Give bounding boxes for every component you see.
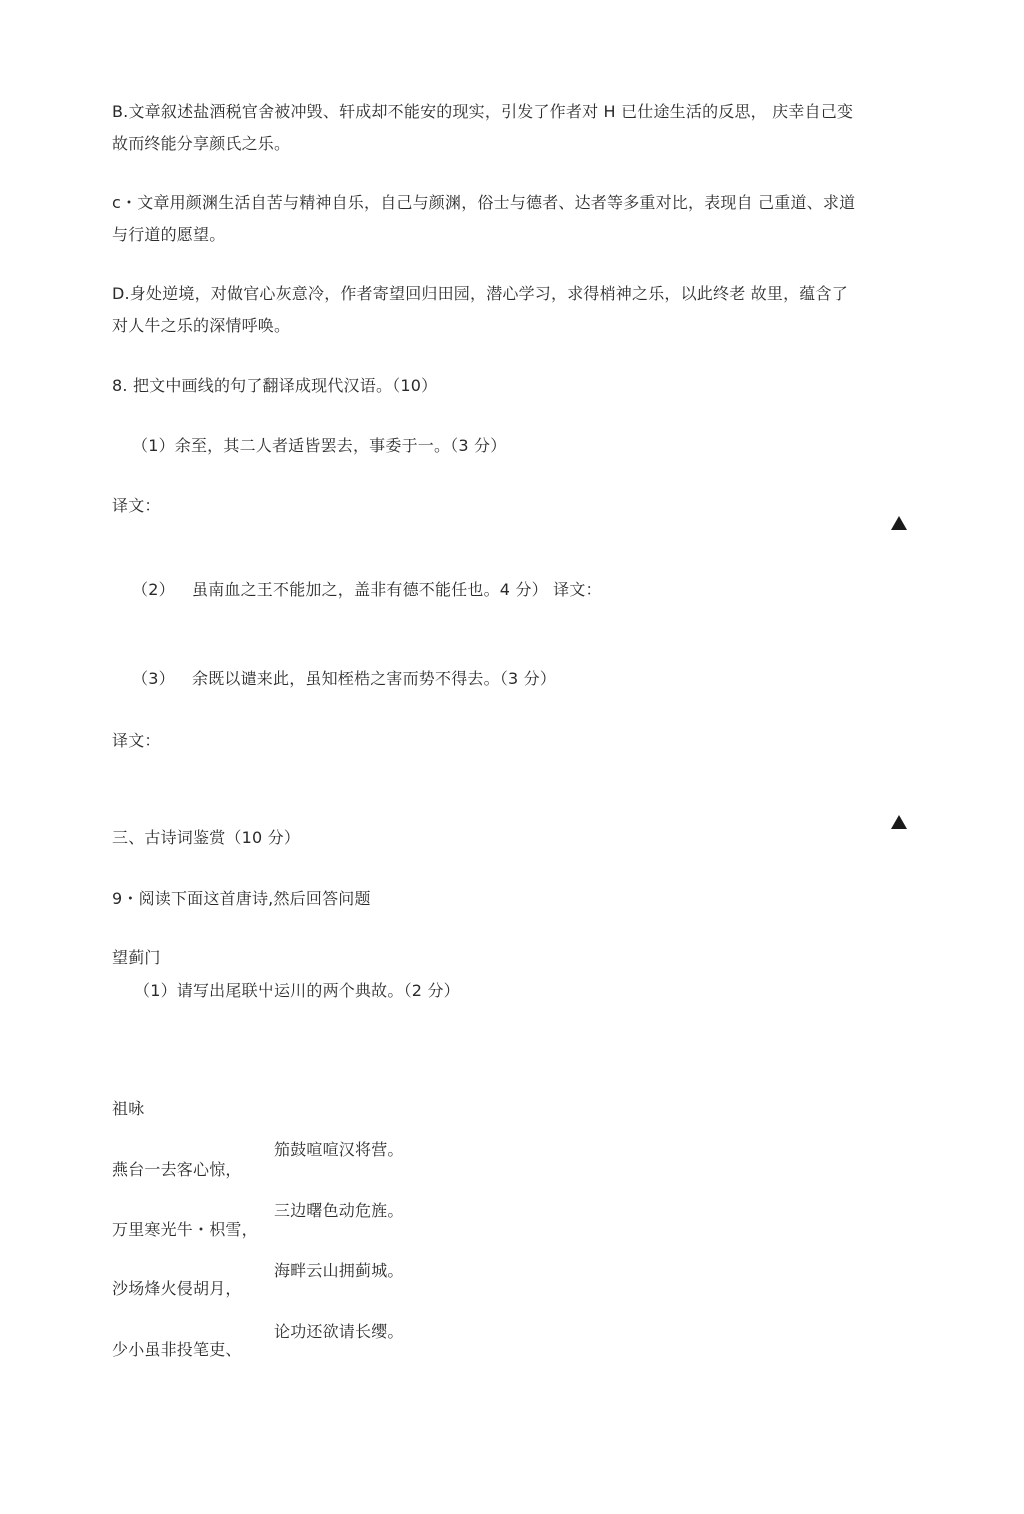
poem-title: 望蓟门: [112, 948, 161, 967]
section-3-title: 三、古诗词鉴赏（10 分）: [112, 828, 301, 847]
q8-answer-label-1: 译文：: [112, 496, 161, 515]
option-c-line2: 与行道的愿望。: [112, 225, 226, 244]
q8-sentence-3: 余既以谴来此，虽知桎梏之害而势不得去。（3 分）: [192, 669, 557, 688]
option-c-line1: c・文章用颜渊生活自苦与精神自乐，自己与颜渊，俗士与德者、达者等多重对比，表现自 己重道、求道: [112, 193, 856, 212]
poem-line-right: 笳鼓喧喧汉将营。: [274, 1140, 404, 1159]
q9-subquestion-1: （1）请写出尾联屮运川的两个典故。（2 分）: [134, 981, 460, 1000]
option-b-line2: 故而终能分享颜氏之乐。: [112, 134, 291, 153]
option-d-line2: 对人牛之乐的深情呼唤。: [112, 316, 291, 335]
option-d-line1: D.身处逆境，对做官心灰意冷，作者寄望回归田园，潜心学习，求得梢神之乐，以此终老 故里，蕴含了: [112, 284, 848, 303]
poem-line-left: 沙场烽火侵胡月，: [112, 1279, 242, 1298]
poem-line-left: 燕台一去客心惊，: [112, 1160, 242, 1179]
q8-answer-label-3: 译文：: [112, 731, 161, 750]
question-9-title: 9・阅读下面这首唐诗,然后回答问题: [112, 889, 371, 908]
q8-sentence-3-number: （3）: [132, 669, 175, 688]
poem-line-left: 少小虽非投笔吏、: [112, 1340, 242, 1359]
poem-line-left: 万里寒光牛・枳雪，: [112, 1220, 258, 1239]
q8-sentence-2-number: （2）: [132, 580, 175, 599]
triangle-marker-icon: [891, 815, 907, 829]
q8-sentence-2: 虽南血之王不能加之，盖非有德不能任也。4 分） 译文：: [192, 580, 602, 599]
poem-line-right: 三边曙色动危旌。: [274, 1201, 404, 1220]
triangle-marker-icon: [891, 516, 907, 530]
option-b-line1: B.文章叙述盐酒税官舍被冲毁、轩成却不能安的现实，引发了作者对 H 已仕途生活的反思， 庆幸自己变: [112, 102, 854, 121]
poem-author: 祖咏: [112, 1099, 145, 1118]
question-8-title: 8. 把文中画线的句了翻译成现代汉语。（10）: [112, 376, 438, 395]
poem-line-right: 海畔云山拥蓟城。: [274, 1261, 404, 1280]
poem-line-right: 论功还欲请长缨。: [274, 1322, 404, 1341]
q8-sentence-1: （1）余至，其二人者适皆罢去，事委于一。（3 分）: [132, 436, 507, 455]
